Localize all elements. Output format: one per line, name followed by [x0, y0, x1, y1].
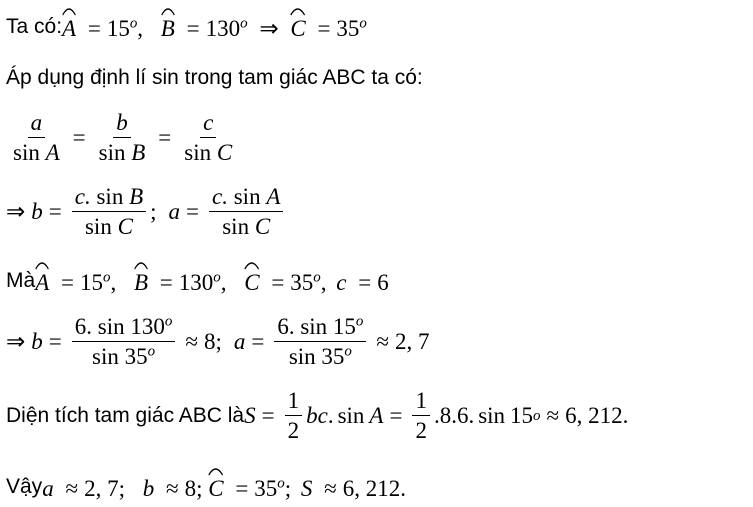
angle-a: A [35, 266, 49, 296]
line-given-values: Mà $A = 15^o$, $B = 130^o$, $C = 35^o$, c = 6 [6, 266, 389, 296]
line-area: Diện tích tam giác ABC là S = $\frac{1}{2}$ bc . sin A = $\frac{1}{2}$ .8.6. sin 15 o ≈ 6, 212. [6, 388, 629, 444]
frac-half-2: $\frac{1}{2}$ [412, 388, 430, 444]
angle-a: A [62, 12, 76, 42]
line-conclusion: Vậy a ≈ 2, 7; b ≈ 8; $C = 35^o$; S ≈ 6, 212. [6, 472, 406, 502]
frac-b-value: $\frac{6. \sin 130^o}{\sin 35^o}$ [72, 314, 176, 370]
frac-a-sinA: $\frac{a}{\text{sin A}}$ [13, 110, 60, 166]
angle-c: C [208, 472, 223, 502]
line-sine-law: $\frac{a}{\text{sin A}}$ = $\frac{b}{\text{sin B}}$ = $\frac{c}{\text{sin C}}$ [6, 110, 239, 166]
angle-c: C [290, 12, 305, 42]
line-computation: ⇒ b = $\frac{6. \sin 130^o}{\sin 35^o}$ ≈ 8; a = $\frac{6. \sin 15^o}{\sin 35^o}$ ≈ 2, 7 [6, 313, 430, 370]
angle-c: C [244, 266, 259, 296]
angle-b: B [134, 266, 148, 296]
frac-a-value: $\frac{6. \sin 15^o}{\sin 35^o}$ [274, 314, 366, 370]
text-prefix: Ta có: [6, 15, 63, 38]
frac-b-sinB: $\frac{b}{\text{sin B}}$ [98, 110, 146, 166]
line-given-angles: Ta có: $A = 15^o$, $B = 130^o$ ⇒ $C = 35^o$ [6, 12, 367, 42]
frac-c-sinC: $\frac{c}{\text{sin C}}$ [184, 110, 233, 166]
line-sine-law-intro [6, 66, 423, 90]
line-b-a-formulas: ⇒ b = $\frac{\text{c. sin B}}{\text{sin C}}$ ; a = $\frac{\text{c. sin A}}{\text{sin C}}$ [6, 184, 287, 240]
frac-a-formula: $\frac{\text{c. sin A}}{\text{sin C}}$ [209, 184, 283, 240]
intro-text: Áp dụng định lí sin trong tam giác ABC ta có: [6, 66, 423, 89]
frac-half: $\frac{1}{2}$ [285, 388, 303, 444]
angle-b: B [161, 12, 175, 42]
frac-b-formula: $\frac{\text{c. sin B}}{\text{sin C}}$ [72, 184, 146, 240]
